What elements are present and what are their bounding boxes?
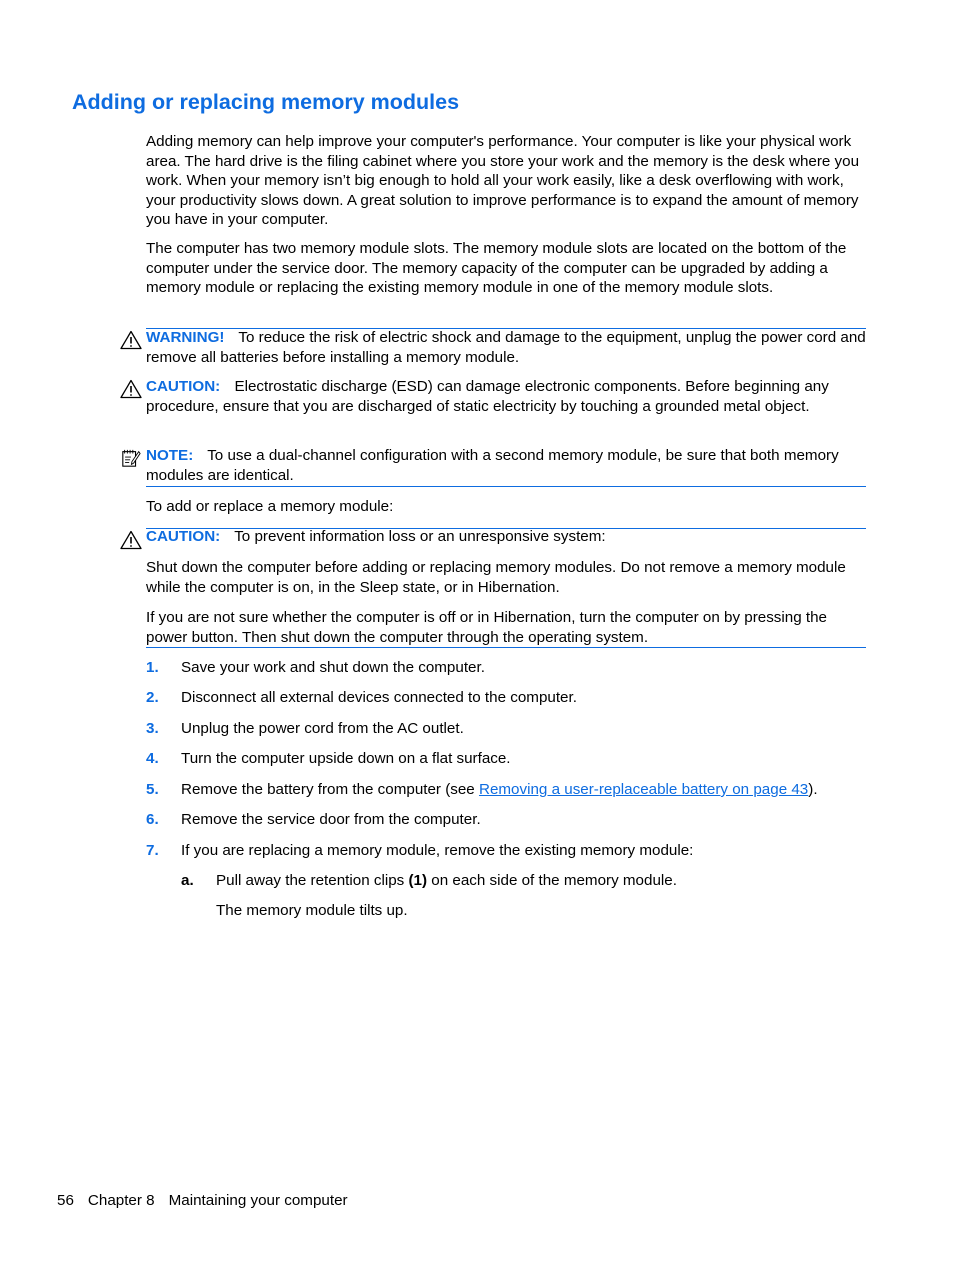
caution-loss-text: To prevent information loss or an unresponsive system:	[234, 528, 606, 545]
warning-triangle-icon	[120, 330, 142, 350]
note-bottom-rule	[146, 486, 866, 487]
chapter-title: Maintaining your computer	[168, 1192, 348, 1209]
list-item	[146, 658, 485, 678]
step-number: 7.	[146, 842, 159, 859]
list-item	[146, 719, 464, 739]
step-number: 6.	[146, 811, 159, 828]
chapter-number: Chapter 8	[87, 1192, 155, 1209]
battery-page-link[interactable]: Removing a user-replaceable battery on page 43	[478, 781, 809, 798]
caution-loss-bottom-rule	[146, 647, 866, 648]
list-item	[146, 780, 818, 800]
caution-loss-paragraph-1: Shut down the computer before adding or replacing memory modules. Do not remove a memory module while the computer is on, in the Sleep state, or in Hibernation.	[146, 559, 846, 596]
step-text: Save your work and shut down the computer.	[181, 659, 485, 676]
callout-number: (1)	[408, 872, 428, 889]
page-title: Adding or replacing memory modules	[72, 90, 460, 114]
caution-esd-label: CAUTION:	[146, 378, 221, 395]
note-pad-icon	[120, 448, 142, 468]
step-number: 5.	[146, 781, 159, 798]
substep-letter: a.	[181, 872, 194, 889]
warning-text: To reduce the risk of electric shock and damage to the equipment, unplug the power cord and remove all batteries before installing a memory module.	[146, 329, 866, 366]
step-number: 1.	[146, 659, 159, 676]
page-number: 56	[57, 1192, 74, 1209]
substep-text-end: on each side of the memory module.	[427, 872, 677, 889]
step-number: 2.	[146, 689, 159, 706]
caution-esd-notice	[146, 377, 866, 416]
procedure-intro: To add or replace a memory module:	[146, 498, 394, 515]
caution-triangle-icon	[120, 530, 142, 550]
step-text: If you are replacing a memory module, remove the existing memory module:	[181, 842, 694, 859]
warning-label: WARNING!	[146, 329, 225, 346]
substep-text: Pull away the retention clips	[216, 872, 409, 889]
caution-loss-label: CAUTION:	[146, 528, 221, 545]
list-item	[146, 749, 511, 769]
step-number: 4.	[146, 750, 159, 767]
intro-paragraph: Adding memory can help improve your computer's performance. Your computer is like your physical work area. The hard drive is the filing cabinet where you store your work and the memory is the desk where you work. When your memory isn’t big enough to hold all your work easily, like a desk overflowing with work, your productivity slows down. A great solution to improve performance is to expand the amount of memory you have in your computer.	[146, 133, 860, 228]
slots-paragraph: The computer has two memory module slots. The memory module slots are located on the bottom of the computer under the service door. The memory capacity of the computer can be upgraded by adding a memory module or replacing the existing memory module in one of the memory module slots.	[146, 240, 847, 296]
list-item	[146, 810, 481, 830]
caution-loss-paragraph-2: If you are not sure whether the computer is off or in Hibernation, turn the computer on by pressing the power button. Then shut down the computer through the operating system.	[146, 609, 827, 646]
caution-triangle-icon	[120, 379, 142, 399]
note-label: NOTE:	[146, 447, 194, 464]
note-notice	[146, 446, 866, 485]
warning-notice	[146, 328, 866, 367]
step-text: Turn the computer upside down on a flat surface.	[181, 750, 511, 767]
caution-esd-text: Electrostatic discharge (ESD) can damage electronic components. Before beginning any procedure, ensure that you are discharged of static electricity by touching a grounded metal object.	[146, 378, 829, 415]
caution-loss-notice	[146, 527, 866, 547]
list-item	[146, 688, 577, 708]
step-text: Remove the battery from the computer (see	[181, 781, 479, 798]
step-text: Unplug the power cord from the AC outlet.	[181, 720, 464, 737]
substep-result: The memory module tilts up.	[216, 902, 408, 919]
step-text: Disconnect all external devices connected to the computer.	[181, 689, 577, 706]
note-text: To use a dual-channel configuration with a second memory module, be sure that both memory modules are identical.	[146, 447, 839, 484]
substep-a	[181, 871, 677, 891]
page-footer	[57, 1192, 362, 1209]
step-number: 3.	[146, 720, 159, 737]
step-text: Remove the service door from the computer.	[181, 811, 481, 828]
list-item	[146, 841, 693, 861]
step-text-end: ).	[808, 781, 818, 798]
